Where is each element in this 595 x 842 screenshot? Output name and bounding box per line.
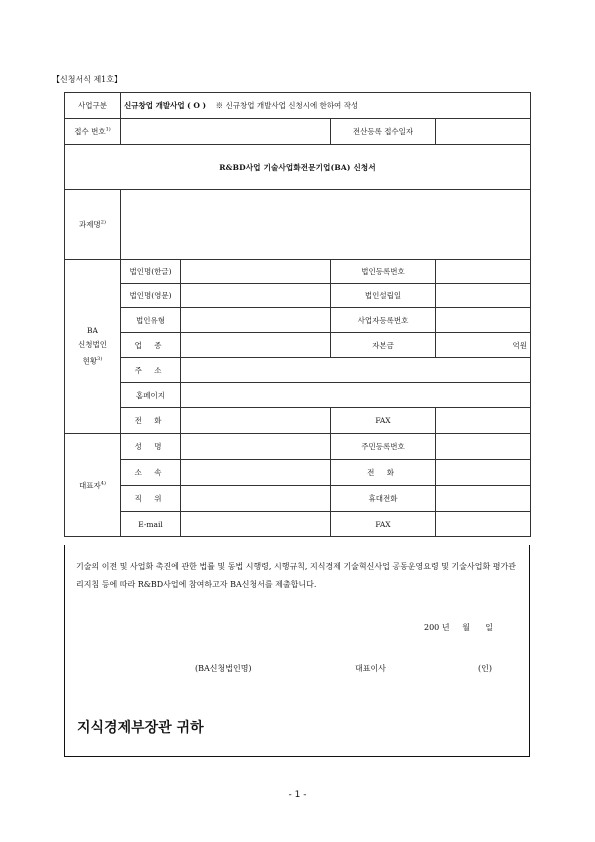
seal-mark[interactable]: (인) bbox=[478, 664, 492, 673]
rep-fax-field[interactable] bbox=[436, 512, 531, 537]
business-type-cell[interactable] bbox=[121, 93, 531, 119]
industry-field[interactable] bbox=[181, 333, 331, 358]
declaration-box bbox=[64, 545, 530, 757]
corp-phone-field[interactable] bbox=[181, 408, 331, 434]
receipt-number-field[interactable] bbox=[121, 119, 331, 145]
rep-resident-no-field[interactable] bbox=[436, 434, 531, 460]
page-number: - 1 - bbox=[288, 790, 307, 800]
applicant-name[interactable]: (BA신청법인명) bbox=[195, 664, 252, 673]
rep-mobile-field[interactable] bbox=[436, 486, 531, 512]
rep-phone-label: 전 화 bbox=[331, 460, 436, 486]
corp-name-kr-label: 법인명(한글) bbox=[121, 260, 181, 284]
receipt-number-label: 접수 번호$^{1)}$ bbox=[65, 119, 121, 145]
rep-email-label: E-mail bbox=[121, 512, 181, 537]
date-month[interactable]: 월 bbox=[462, 623, 470, 632]
rep-position-label: 직 위 bbox=[121, 486, 181, 512]
rep-phone-field[interactable] bbox=[436, 460, 531, 486]
business-type-label: 사업구분 bbox=[65, 93, 121, 119]
corp-reg-no-label: 법인등록번호 bbox=[331, 260, 436, 284]
date-day[interactable]: 일 bbox=[485, 623, 493, 632]
homepage-field[interactable] bbox=[181, 383, 531, 408]
project-name-label: 과제명$^{2)}$ bbox=[65, 190, 121, 260]
homepage-label: 홈페이지 bbox=[121, 383, 181, 408]
rep-affiliation-label: 소 속 bbox=[121, 460, 181, 486]
address-field[interactable] bbox=[181, 358, 531, 383]
rep-email-field[interactable] bbox=[181, 512, 331, 537]
registration-date-field[interactable] bbox=[436, 119, 531, 145]
rep-name-field[interactable] bbox=[181, 434, 331, 460]
corp-status-group-label: BA 신청법인 현황$^{3)}$ bbox=[65, 260, 121, 434]
application-form-table bbox=[64, 92, 531, 537]
corp-fax-label: FAX bbox=[331, 408, 436, 434]
capital-field[interactable] bbox=[436, 333, 531, 358]
capital-label: 자본금 bbox=[331, 333, 436, 358]
business-type-note: ※ 신규창업 개발사업 신청시에 한하여 작성 bbox=[215, 101, 359, 110]
date-line bbox=[424, 622, 493, 633]
form-number-label: 【신청서식 제1호】 bbox=[52, 75, 123, 84]
rep-mobile-label: 휴대전화 bbox=[331, 486, 436, 512]
corp-fax-field[interactable] bbox=[436, 408, 531, 434]
business-type-value: 신규창업 개발사업 ( O ) bbox=[124, 101, 207, 110]
corp-name-kr-field[interactable] bbox=[181, 260, 331, 284]
recipient-line: 지식경제부장관 귀하 bbox=[77, 720, 204, 736]
corp-type-label: 법인유형 bbox=[121, 308, 181, 333]
corp-name-en-field[interactable] bbox=[181, 284, 331, 308]
corp-type-field[interactable] bbox=[181, 308, 331, 333]
corp-reg-no-field[interactable] bbox=[436, 260, 531, 284]
rep-position-field[interactable] bbox=[181, 486, 331, 512]
form-title: R&BD사업 기술사업화전문기업(BA) 신청서 bbox=[65, 145, 531, 190]
corp-name-en-label: 법인명(영문) bbox=[121, 284, 181, 308]
industry-label: 업 종 bbox=[121, 333, 181, 358]
declaration-text: 기술의 이전 및 사업화 촉진에 관한 법률 및 동법 시행령, 시행규칙, 지식경제 기술혁신사업 공동운영요령 및 기술사업화 평가관리지침 등에 따라 R&BD사업에 참여하고자 BA신청서를 제출합니다. bbox=[76, 562, 516, 589]
address-label: 주 소 bbox=[121, 358, 181, 383]
capital-unit: 억원 bbox=[512, 340, 527, 350]
date-year[interactable]: 200 년 bbox=[424, 623, 450, 632]
representative-group-label: 대표자$^{4)}$ bbox=[65, 434, 121, 537]
corp-est-date-label: 법인설립일 bbox=[331, 284, 436, 308]
project-name-field[interactable] bbox=[121, 190, 531, 260]
rep-affiliation-field[interactable] bbox=[181, 460, 331, 486]
corp-phone-label: 전 화 bbox=[121, 408, 181, 434]
rep-name-label: 성 명 bbox=[121, 434, 181, 460]
ceo-label: 대표이사 bbox=[355, 664, 386, 673]
biz-reg-no-field[interactable] bbox=[436, 308, 531, 333]
registration-date-label: 전산등록 접수일자 bbox=[331, 119, 436, 145]
rep-fax-label: FAX bbox=[331, 512, 436, 537]
biz-reg-no-label: 사업자등록번호 bbox=[331, 308, 436, 333]
corp-est-date-field[interactable] bbox=[436, 284, 531, 308]
rep-resident-no-label: 주민등록번호 bbox=[331, 434, 436, 460]
